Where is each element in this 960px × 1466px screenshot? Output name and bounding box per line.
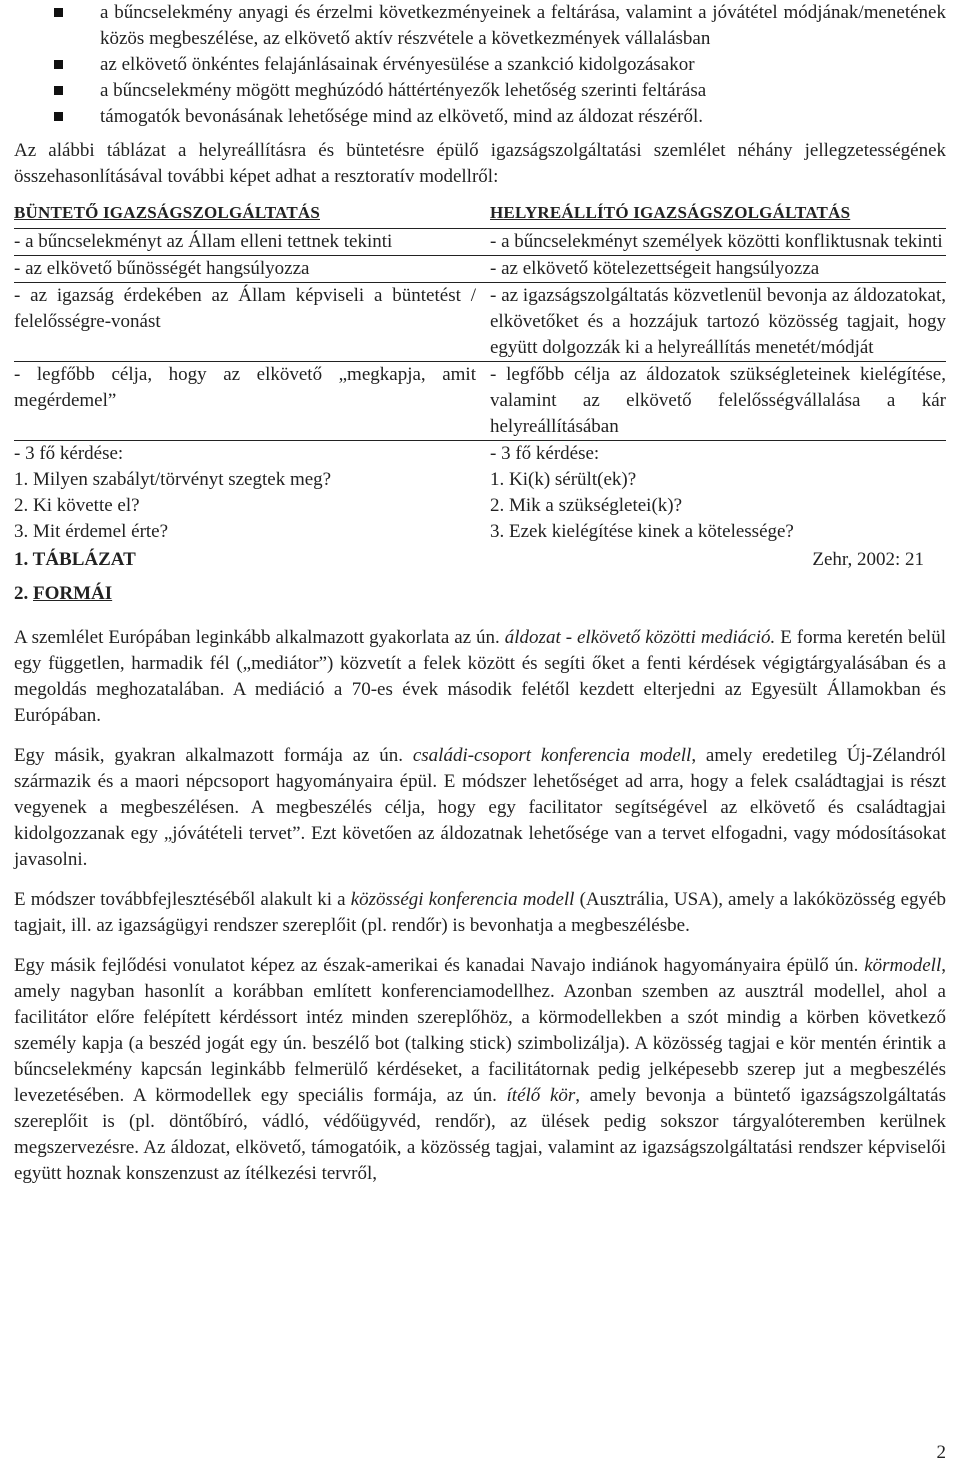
table-cell: - az elkövető bűnösségét hangsúlyozza: [14, 256, 490, 283]
bullet-text: a bűncselekmény anyagi és érzelmi következményeinek a feltárása, valamint a jóvátétel módjának/menetének közös megbeszélése, az elkövető aktív részvétele a következmények vállalásban: [100, 2, 946, 49]
square-bullet-icon: [54, 86, 63, 95]
question-line: - 3 fő kérdése:: [490, 443, 600, 464]
table-cell: - az igazságszolgáltatás közvetlenül bevonja az áldozatokat, elkövetőket és a hozzájuk tartozó közösség tagjait, hogy együtt dolgozzák ki a helyreállítás menetét/módját: [490, 283, 946, 362]
square-bullet-icon: [54, 60, 63, 69]
text-run: Egy másik fejlődési vonulatot képez az észak-amerikai és kanadai Navajo indiánok hagyományaira épülő ún.: [14, 955, 865, 976]
emphasis-term: családi-csoport konferencia modell: [412, 745, 692, 766]
table-row: [14, 229, 946, 256]
table-cell: - legfőbb célja az áldozatok szükségleteinek kielégítése, valamint az elkövető felelősségvállalása a kár helyreállításában: [490, 362, 946, 441]
section-heading: [14, 581, 946, 607]
text-run: A szemlélet Európában leginkább alkalmazott gyakorlata az ún.: [14, 627, 505, 648]
text-run: E módszer továbbfejlesztéséből alakult ki a: [14, 889, 351, 910]
list-item: [14, 78, 946, 104]
table-row: [14, 283, 946, 362]
table-cell: - a bűncselekményt személyek közötti konfliktusnak tekinti: [490, 229, 946, 256]
emphasis-term: közösségi konferencia modell: [350, 889, 575, 910]
text-run: , amely nagyban hasonlít a korábban említett konferenciamodellhez. Azonban szemben az ausztrál modellel, ahol a facilitátor előre felépített kérdéssort intéz minden szereplőhöz, a körmodellekben a szót mindig a körben következő személy kapja (a beszéd jogát egy ún. beszélő bot (talking stick) szimbolizálja). A közösség tagjai e kör mentén érintik a bűncselekmény kapcsán leginkább felmerülő kérdéseket, a facilitátornak pedig jelképesebb szerep jut a megbeszélés levezetésében. A körmodellek egy speciális formája, az ún.: [14, 955, 946, 1106]
list-item: [14, 104, 946, 130]
table-cell: [14, 441, 490, 546]
table-cell: [490, 441, 946, 546]
section-title: FORMÁI: [33, 583, 113, 604]
text-run: , amely bevonja a büntető igazságszolgáltatás szereplőit is (pl. döntőbíró, vádló, védőügyvéd, rendőr), az ülések pedig sokszor tárgyalóteremben kerülnek megszervezésre. Az áldozat, elkövető, támogatóik, a közösség tagjai, valamint az igazságszolgáltatási rendszer képviselői együtt hoznak konszenzust az ítélkezési tervről,: [14, 1085, 946, 1184]
question-line: 2. Mik a szükségletei(k)?: [490, 495, 683, 516]
question-line: 1. Milyen szabályt/törvényt szegtek meg?: [14, 469, 332, 490]
question-line: 1. Ki(k) sérült(ek)?: [490, 469, 637, 490]
question-line: 2. Ki követte el?: [14, 495, 140, 516]
table-cell: - a bűncselekményt az Állam elleni tettnek tekinti: [14, 229, 490, 256]
square-bullet-icon: [54, 8, 63, 17]
question-line: 3. Ezek kielégítése kinek a kötelessége?: [490, 521, 794, 542]
bullet-text: támogatók bevonásának lehetősége mind az elkövető, mind az áldozat részéről.: [100, 106, 704, 127]
square-bullet-icon: [54, 112, 63, 121]
bullet-list: [14, 0, 946, 130]
list-item: [14, 0, 946, 52]
bullet-text: az elkövető önkéntes felajánlásainak érvényesülése a szankció kidolgozásakor: [100, 54, 695, 75]
text-run: E forma keretén belül egy független, harmadik fél („mediátor”) közvetít a felek között és segíti őket a fenti kérdések végigtárgyalásában és a megoldás meghozatalában. A mediáció a 70-es évek második felétől kezdett elterjedni az Egyesült Államokban és Európában.: [14, 627, 946, 726]
emphasis-term: ítélő kör: [506, 1085, 576, 1106]
bullet-text: a bűncselekmény mögött meghúzódó háttértényezők lehetőség szerinti feltárása: [100, 80, 707, 101]
comparison-table: [14, 200, 946, 545]
emphasis-term: áldozat - elkövető közötti mediáció.: [504, 627, 776, 648]
table-header-row: [14, 200, 946, 229]
text-run: Egy másik, gyakran alkalmazott formája az ún.: [14, 745, 413, 766]
list-item: [14, 52, 946, 78]
section-number: 2.: [14, 583, 29, 604]
table-cell: - az elkövető kötelezettségeit hangsúlyozza: [490, 256, 946, 283]
emphasis-term: körmodell: [864, 955, 942, 976]
table-row: [14, 256, 946, 283]
header-restorative: HELYREÁLLÍTÓ IGAZSÁGSZOLGÁLTATÁS: [490, 203, 851, 222]
table-cell: - az igazság érdekében az Állam képviseli a büntetést / felelősségre-vonást: [14, 283, 490, 362]
question-line: - 3 fő kérdése:: [14, 443, 124, 464]
intro-paragraph: Az alábbi táblázat a helyreállításra és büntetésre épülő igazságszolgáltatási szemlélet néhány jellegzetességének összehasonlításával további képet adhat a resztoratív modellről:: [14, 140, 946, 187]
caption-source: Zehr, 2002: 21: [812, 549, 924, 570]
paragraph-circle-model: [14, 953, 946, 1187]
table-row: [14, 441, 946, 546]
page-number: 2: [936, 1442, 946, 1463]
table-row: [14, 362, 946, 441]
caption-label: 1. TÁBLÁZAT: [14, 549, 136, 570]
table-caption: [14, 547, 924, 573]
paragraph-community-conference: [14, 887, 946, 939]
text-run: (Ausztrália, USA), amely a lakóközösség egyéb tagjait, ill. az igazságügyi rendszer szereplőit (pl. rendőr) is bevonhatja a megbeszélésbe.: [14, 889, 946, 936]
paragraph-family-group: [14, 743, 946, 873]
document-page: [14, 0, 946, 1187]
header-punitive: BÜNTETŐ IGAZSÁGSZOLGÁLTATÁS: [14, 203, 320, 222]
text-run: , amely eredetileg Új-Zélandról származik és a maori népcsoport hagyományaira épül. E módszer lehetőséget ad arra, hogy a felek családtagjai is részt vegyenek a megbeszélésen. A megbeszélés célja, hogy egy facilitator segítségével az elkövető és családtagjai kidolgozzanak egy „jóvátételi tervet”. Ezt követően az áldozatnak lehetősége van a tervet elfogadni, vagy módosításokat javasolni.: [14, 745, 946, 870]
paragraph-mediation: [14, 625, 946, 729]
question-line: 3. Mit érdemel érte?: [14, 521, 169, 542]
table-cell: - legfőbb célja, hogy az elkövető „megkapja, amit megérdemel”: [14, 362, 490, 441]
